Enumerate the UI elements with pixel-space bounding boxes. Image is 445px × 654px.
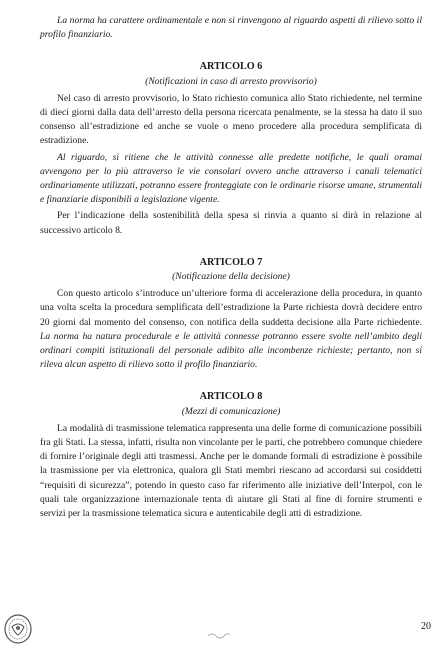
article-8-title: ARTICOLO 8 [199,391,263,403]
intro-paragraph: La norma ha carattere ordinamentale e non si rinvengono al riguardo aspetti di rilievo sotto il profilo finanziario. [40,15,422,41]
article-7-paragraph-italic: La norma ha natura procedurale e le attività connesse potranno essere svolte nell’ambito degli ordinari compiti istituzionali del personale adibito alle incombenze richieste; pertanto, non si rileva alcun aspetto di rilievo sotto il profilo finanziario. [40,330,422,371]
article-8-subtitle: (Mezzi di comunicazione) [181,405,281,417]
article-7-subtitle: (Notificazione della decisione) [172,271,290,283]
article-6-subtitle: (Notificazioni in caso di arresto provvisorio) [145,75,317,87]
article-6-paragraph-1: Nel caso di arresto provvisorio, lo Stato richiesto comunica allo Stato richiedente, nel termine di dieci giorni dalla data dell’arresto della persona ricercata penalmente, se la stessa ha dato il suo consenso all’estradizione ed anche se vuole o meno procedere alla procedura semplificata di estradizione. [40,92,422,147]
faint-stamp-mark [206,630,232,640]
article-6-title: ARTICOLO 6 [199,61,263,73]
article-6-paragraph-2: Al riguardo, si ritiene che le attività connesse alle predette notifiche, le quali oramai avvengono per lo più attraverso le vie consolari ovvero anche attraverso i canali telematici ordinariamente utilizzati, potranno essere fronteggiate con le ordinarie risorse umane, strumentali e finanziarie disponibili a legislazione vigente. [40,151,422,206]
article-7-paragraph-text: Con questo articolo s’introduce un’ulteriore forma di accelerazione della procedura, in quanto una volta scelta la procedura semplificata dell’estradizione la Parte richiesta dovrà decidere entro 20 giorni dal momento del consenso, con notifica della suddetta decisione alla Parte richiedente. [40,288,422,328]
document-body [40,14,422,521]
article-6-paragraph-3: Per l’indicazione della sostenibilità della spesa si rinvia a quanto si dirà in relazione al successivo articolo 8. [40,210,422,236]
article-7-paragraph [40,287,422,372]
official-seal-stamp [3,613,33,645]
article-7-title: ARTICOLO 7 [199,256,263,268]
article-8-paragraph: La modalità di trasmissione telematica rappresenta una delle forme di comunicazione possibili fra gli Stati. La stessa, infatti, risulta non vincolante per le parti, che potrebbero comunque chiedere di fornire l’originale degli atti trasmessi. Anche per le domande formali di estradizione è possibile la trasmissione per via elettronica, qualora gli Stati membri riescano ad accordarsi sui cosiddetti “requisiti di sicurezza”, potendo in questo caso far riferimento alle iniziative dell’Interpol, con le quali tale organizzazione internazionale tenta di aiutare gli Stati al fine di fornire strumenti e servizi per la trasmissione telematica sicura e autenticabile degli atti di estradizione. [40,422,422,520]
page-number: 20 [421,621,431,632]
